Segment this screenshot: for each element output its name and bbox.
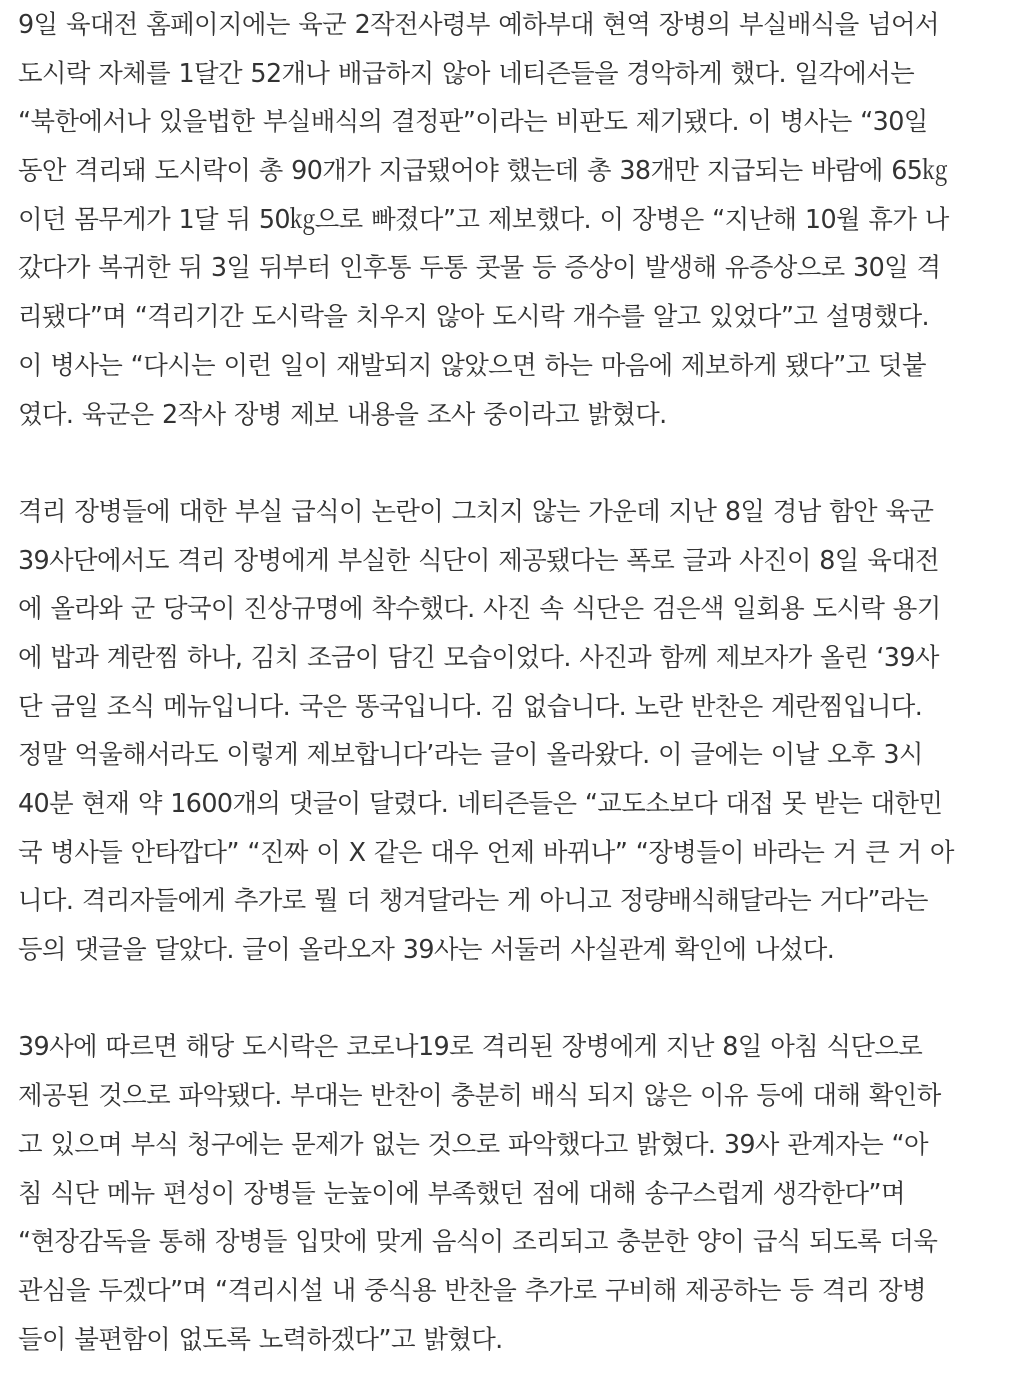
text-line: 갔다가 복귀한 뒤 3일 뒤부터 인후통 두통 콧물 등 증상이 발생해 유증상으로 30일 격 [18,252,941,283]
text-line: “북한에서나 있을법한 부실배식의 결정판”이라는 비판도 제기됐다. 이 병사는 “30일 [18,106,928,137]
text-line: 관심을 두겠다”며 “격리시설 내 중식용 반찬을 추가로 구비해 제공하는 등 격리 장병 [18,1274,926,1305]
text-line: 들이 불편함이 없도록 노력하겠다”고 밝혔다. [18,1323,503,1354]
text-line: 39사에 따르면 해당 도시락은 코로나19로 격리된 장병에게 지난 8일 아침 식단으로 [18,1031,923,1062]
paragraph-spacer [18,438,998,487]
article-body [18,0,998,1363]
text-line: “현장감독을 통해 장병들 입맛에 맞게 음식이 조리되고 충분한 양이 급식 되도록 더욱 [18,1226,938,1257]
text-line: 에 밥과 계란찜 하나, 김치 조금이 담긴 모습이었다. 사진과 함께 제보자가 올린 ‘39사 [18,641,939,672]
text-line: 이던 몸무게가 1달 뒤 50㎏으로 빠졌다”고 제보했다. 이 장병은 “지난해 10월 휴가 나 [18,203,949,234]
text-line: 동안 격리돼 도시락이 총 90개가 지급됐어야 했는데 총 38개만 지급되는 바람에 65㎏ [18,155,948,186]
text-line: 에 올라와 군 당국이 진상규명에 착수했다. 사진 속 식단은 검은색 일회용 도시락 용기 [18,593,941,624]
text-line: 침 식단 메뉴 편성이 장병들 눈높이에 부족했던 점에 대해 송구스럽게 생각한다”며 [18,1177,905,1208]
text-line: 이 병사는 “다시는 이런 일이 재발되지 않았으면 하는 마음에 제보하게 됐다”고 덧붙 [18,349,926,380]
paragraph-spacer [18,974,998,1023]
paragraph-1 [18,0,998,438]
text-line: 40분 현재 약 1600개의 댓글이 달렸다. 네티즌들은 “교도소보다 대접 못 받는 대한민 [18,788,943,818]
text-line: 정말 억울해서라도 이렇게 제보합니다’라는 글이 올라왔다. 이 글에는 이날 오후 3시 [18,739,923,770]
text-line: 단 금일 조식 메뉴입니다. 국은 똥국입니다. 김 없습니다. 노란 반찬은 계란찜입니다. [18,690,923,721]
text-line: 등의 댓글을 달았다. 글이 올라오자 39사는 서둘러 사실관계 확인에 나섰다. [18,934,835,965]
text-line: 고 있으며 부식 청구에는 문제가 없는 것으로 파악했다고 밝혔다. 39사 관계자는 “아 [18,1128,928,1159]
text-line: 39사단에서도 격리 장병에게 부실한 식단이 제공됐다는 폭로 글과 사진이 8일 육대전 [18,544,939,575]
text-line: 국 병사들 안타깝다” “진짜 이 X 같은 대우 언제 바뀌나” “장병들이 바라는 거 큰 거 아 [18,836,954,867]
text-line: 9일 육대전 홈페이지에는 육군 2작전사령부 예하부대 현역 장병의 부실배식을 넘어서 [18,9,939,39]
paragraph-3 [18,1022,998,1363]
text-line: 도시락 자체를 1달간 52개나 배급하지 않아 네티즌들을 경악하게 했다. 일각에서는 [18,57,915,88]
text-line: 리됐다”며 “격리기간 도시락을 치우지 않아 도시락 개수를 알고 있었다”고 설명했다. [18,301,929,332]
text-line: 였다. 육군은 2작사 장병 제보 내용을 조사 중이라고 밝혔다. [18,398,667,429]
text-line: 제공된 것으로 파악됐다. 부대는 반찬이 충분히 배식 되지 않은 이유 등에 대해 확인하 [18,1080,941,1111]
paragraph-2 [18,487,998,974]
text-line: 니다. 격리자들에게 추가로 뭘 더 챙겨달라는 게 아니고 정량배식해달라는 거다”라는 [18,885,928,916]
text-line: 격리 장병들에 대한 부실 급식이 논란이 그치지 않는 가운데 지난 8일 경남 함안 육군 [18,495,934,526]
